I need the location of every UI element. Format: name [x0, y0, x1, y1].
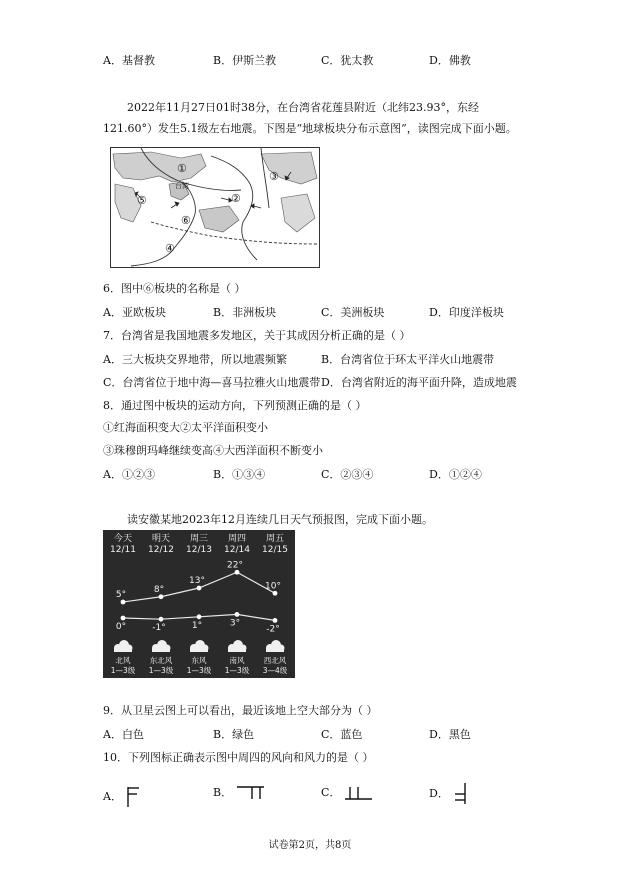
weather-wind-dir: 东北风: [149, 656, 173, 665]
q6-option-a: A．亚欧板块: [103, 306, 166, 319]
q9-option-c: C．蓝色: [321, 728, 363, 741]
q8-option-a: A．①②③: [103, 468, 155, 481]
map-label-5: ⑤: [137, 194, 147, 207]
map-label-taiwan: 台湾: [175, 182, 189, 190]
q9-option-b: B．绿色: [213, 728, 255, 741]
q10-option-b-label: B．: [213, 786, 233, 799]
wind-symbol-d-icon: [452, 782, 470, 806]
q7-option-c: C．台湾省位于地中海—喜马拉雅火山地震带: [103, 376, 321, 389]
q9-option-a: A．白色: [103, 728, 144, 741]
weather-day-name: 明天: [151, 534, 171, 544]
weather-low-point: [159, 617, 164, 622]
weather-wind-level: 1—3级: [148, 666, 174, 675]
cloud-icon: [228, 640, 247, 652]
q5-option-d: D．佛教: [429, 54, 471, 67]
q7-option-d: D．台湾省附近的海平面升降，造成地震: [321, 376, 517, 389]
q9-stem: 9．从卫星云图上可以看出，最近该地上空大部分为（ ）: [103, 704, 378, 717]
plate-map-svg: [111, 148, 319, 267]
weather-day-name: 今天: [113, 534, 133, 544]
weather-low-label: 3°: [229, 618, 241, 629]
q8-option-d: D．①②④: [429, 468, 482, 481]
weather-day-name: 周三: [189, 534, 209, 544]
weather-wind-level: 1—3级: [110, 666, 136, 675]
page-footer: 试卷第2页，共8页: [268, 840, 352, 851]
cloud-icon: [190, 640, 209, 652]
cloud-icon: [266, 640, 285, 652]
weather-wind-level: 1—3级: [224, 666, 250, 675]
weather-high-point: [121, 600, 126, 605]
weather-day-date: 12/12: [148, 545, 174, 555]
map-label-2: ②: [231, 192, 241, 205]
weather-day-date: 12/13: [186, 545, 212, 555]
weather-day-name: 周四: [227, 534, 247, 544]
weather-forecast: [103, 530, 295, 678]
weather-high-label: 10°: [265, 581, 281, 592]
q8-option-b: B．①③④: [213, 468, 266, 481]
q5-option-b: B．伊斯兰教: [213, 54, 277, 67]
q10-option-d: [429, 782, 470, 806]
weather-low-label: 0°: [115, 622, 127, 632]
q6-option-d: D．印度洋板块: [429, 306, 504, 319]
q8-statement-1: ①红海面积变大②太平洋面积变小: [103, 421, 268, 434]
weather-high-point: [273, 591, 278, 596]
q10-option-b: [213, 784, 266, 801]
weather-day-date: 12/14: [224, 545, 250, 555]
weather-high-label: 8°: [153, 584, 165, 595]
q10-option-c-label: C．: [321, 786, 341, 799]
map-label-4: ④: [165, 242, 175, 255]
map-label-3: ③: [269, 170, 279, 183]
plate-map: [110, 147, 320, 268]
cloud-icon: [152, 640, 171, 652]
map-label-6: ⑥: [181, 214, 191, 227]
weather-wind-level: 3—4级: [262, 666, 288, 675]
q5-option-c: C．犹太教: [321, 54, 374, 67]
weather-wind-dir: 北风: [115, 656, 131, 665]
weather-high-label: 22°: [227, 560, 243, 571]
weather-day-date: 12/15: [262, 545, 288, 555]
q5-option-a: A．基督教: [103, 54, 155, 67]
q7-stem: 7．台湾省是我国地震多发地区，关于其成因分析正确的是（ ）: [103, 329, 411, 342]
weather-wind-dir: 南风: [229, 656, 245, 665]
weather-wind-dir: 西北风: [263, 656, 287, 665]
weather-low-point: [235, 612, 240, 617]
weather-high-point: [197, 586, 202, 591]
weather-low-label: -2°: [266, 624, 280, 635]
weather-wind-level: 1—3级: [186, 666, 212, 675]
weather-high-label: 13°: [189, 576, 205, 586]
weather-high-label: 5°: [115, 590, 127, 600]
q10-option-d-label: D．: [429, 787, 449, 800]
q10-option-c: [321, 784, 374, 802]
q8-option-c: C．②③④: [321, 468, 374, 481]
weather-low-label: 1°: [191, 620, 203, 631]
weather-low-point: [121, 616, 126, 621]
q9-option-d: D．黑色: [429, 728, 471, 741]
weather-wind-dir: 东风: [191, 656, 207, 665]
weather-forecast-svg: [103, 530, 295, 678]
wind-symbol-c-icon: [344, 784, 374, 802]
cloud-icon: [114, 640, 133, 652]
weather-low-label: -1°: [152, 623, 166, 634]
q6-stem: 6．图中⑥板块的名称是（ ）: [103, 282, 246, 295]
intro1-line2: 121.60°）发生5.1级左右地震。下图是“地球板块分布示意图”，读图完成下面小题。: [103, 122, 517, 135]
weather-low-point: [273, 618, 278, 623]
wind-symbol-b-icon: [236, 785, 266, 801]
weather-day-date: 12/11: [110, 545, 136, 555]
weather-high-point: [235, 570, 240, 575]
q8-statement-2: ③珠穆朗玛峰继续变高④大西洋面积不断变小: [103, 444, 323, 457]
weather-low-point: [197, 614, 202, 619]
weather-high-point: [159, 594, 164, 599]
intro1-line1: 2022年11月27日01时38分，在台湾省花莲县附近（北纬23.93°，东经: [127, 101, 479, 114]
map-label-1: ①: [177, 162, 187, 175]
q6-option-b: B．非洲板块: [213, 306, 277, 319]
q7-option-a: A．三大板块交界地带，所以地震频繁: [103, 353, 287, 366]
q6-option-c: C．美洲板块: [321, 306, 385, 319]
q10-option-a: [103, 786, 143, 808]
q8-stem: 8．通过图中板块的运动方向，下列预测正确的是（ ）: [103, 399, 367, 412]
weather-day-name: 周五: [265, 534, 285, 544]
q7-option-b: B．台湾省位于环太平洋火山地震带: [321, 353, 495, 366]
wind-symbol-a-icon: [125, 786, 143, 808]
intro2: 读安徽某地2023年12月连续几日天气预报图，完成下面小题。: [127, 513, 433, 526]
q10-stem: 10．下列图标正确表示图中周四的风向和风力的是（ ）: [103, 751, 374, 764]
q10-option-a-label: A．: [103, 790, 122, 803]
